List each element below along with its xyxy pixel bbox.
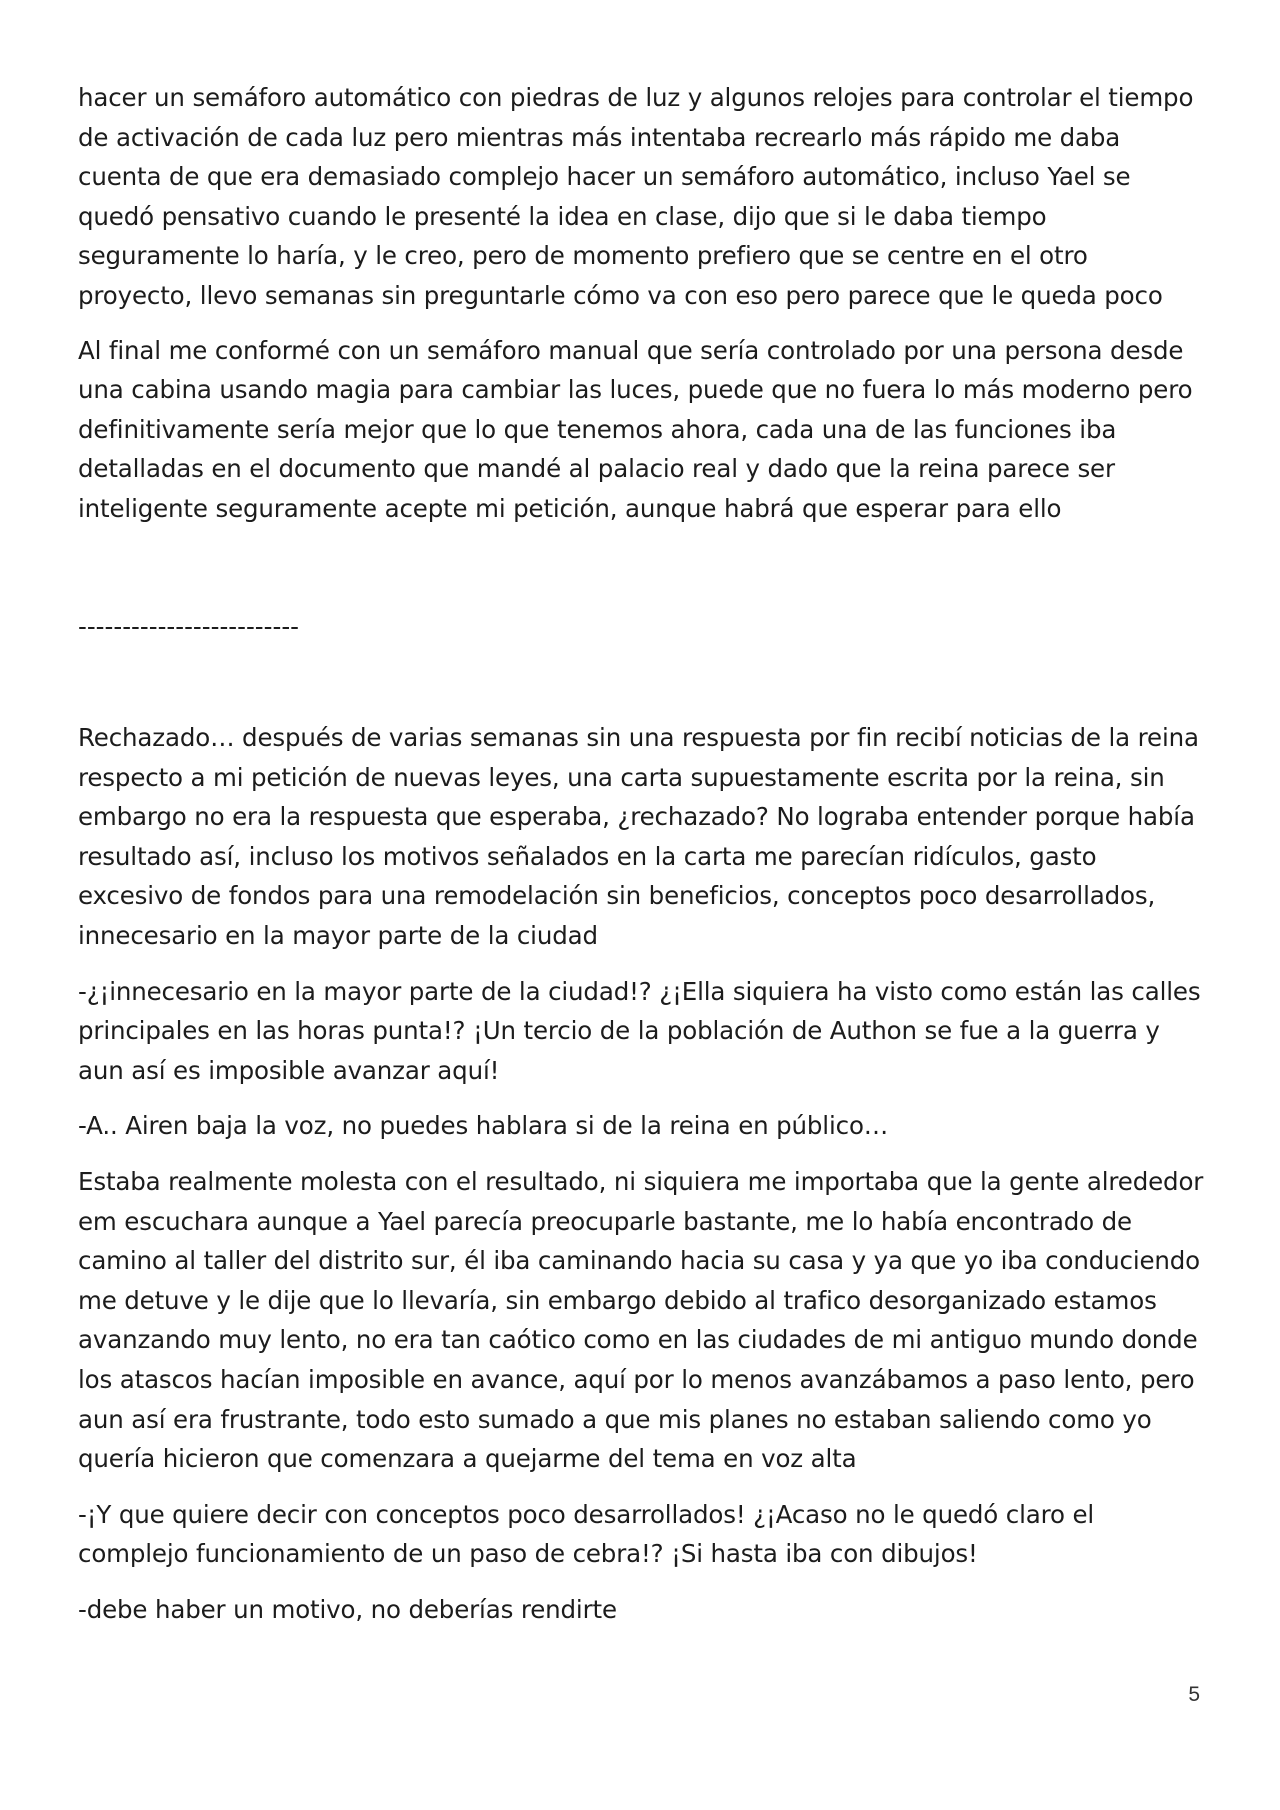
dialogue-paragraph: -debe haber un motivo, no deberías rendirte	[78, 1594, 617, 1624]
paragraph: Al final me conformé con un semáforo manual que sería controlado por una persona desde una cabina usando magia para cambiar las luces, puede que no fuera lo más moderno pero definitivamente sería mejor que lo que tenemos ahora, cada una de las funciones iba detalladas en el documento que mandé al palacio real y dado que la reina parece ser inteligente seguramente acepte mi petición, aunque habrá que esperar para ello	[78, 335, 1193, 523]
dialogue-paragraph: -¡Y que quiere decir con conceptos poco desarrollados! ¿¡Acaso no le quedó claro el complejo funcionamiento de un paso de cebra!? ¡Si hasta iba con dibujos!	[78, 1499, 1095, 1569]
upper-text-block	[78, 78, 1208, 544]
dialogue-paragraph: -¿¡innecesario en la mayor parte de la ciudad!? ¿¡Ella siquiera ha visto como están las calles principales en las horas punta!? ¡Un tercio de la población de Authon se fue a la guerra y aun así es imposible avanzar aquí!	[78, 976, 1201, 1085]
dialogue-paragraph: -A.. Airen baja la voz, no puedes hablara si de la reina en público…	[78, 1111, 889, 1141]
page-number: 5	[1188, 1683, 1200, 1706]
paragraph: Rechazado… después de varias semanas sin una respuesta por fin recibí noticias de la reina respecto a mi petición de nuevas leyes, una carta supuestamente escrita por la reina, sin embargo no era la respuesta que esperaba, ¿rechazado? No lograba entender porque había resultado así, incluso los motivos señalados en la carta me parecían ridículos, gasto excesivo de fondos para una remodelación sin beneficios, conceptos poco desarrollados, innecesario en la mayor parte de la ciudad	[78, 723, 1199, 950]
paragraph: Estaba realmente molesta con el resultado, ni siquiera me importaba que la gente alrededor em escuchara aunque a Yael parecía preocuparle bastante, me lo había encontrado de camino al taller del distrito sur, él iba caminando hacia su casa y ya que yo iba conduciendo me detuve y le dije que lo llevaría, sin embargo debido al trafico desorganizado estamos avanzando muy lento, no era tan caótico como en las ciudades de mi antiguo mundo donde los atascos hacían imposible en avance, aquí por lo menos avanzábamos a paso lento, pero aun así era frustrante, todo esto sumado a que mis planes no estaban saliendo como yo quería hicieron que comenzara a quejarme del tema en voz alta	[78, 1166, 1204, 1474]
section-divider: -------------------------	[78, 612, 300, 641]
lower-text-block	[78, 718, 1208, 1645]
paragraph: hacer un semáforo automático con piedras de luz y algunos relojes para controlar el tiempo de activación de cada luz pero mientras más intentaba recrearlo más rápido me daba cuenta de que era demasiado complejo hacer un semáforo automático, incluso Yael se quedó pensativo cuando le presenté la idea en clase, dijo que si le daba tiempo seguramente lo haría, y le creo, pero de momento prefiero que se centre en el otro proyecto, llevo semanas sin preguntarle cómo va con eso pero parece que le queda poco	[78, 83, 1194, 310]
